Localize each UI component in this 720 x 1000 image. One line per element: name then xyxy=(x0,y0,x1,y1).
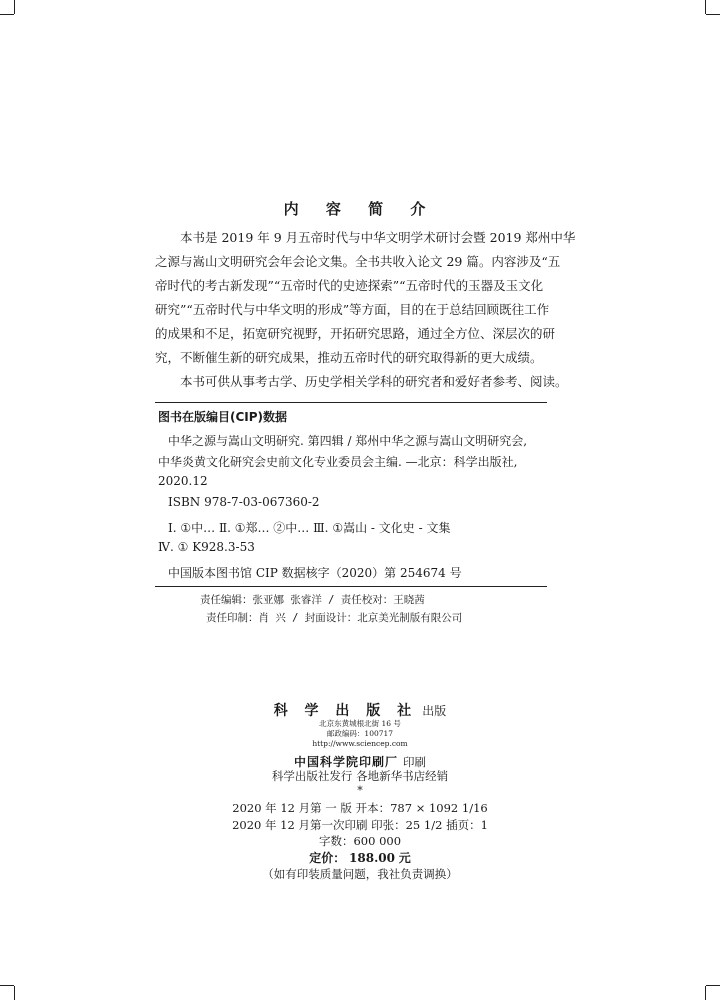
distribution-line: 科学出版社发行 各地新华书店经销 xyxy=(271,769,449,783)
cip-bottom-rule xyxy=(155,586,547,587)
word-count: 字数：600 000 xyxy=(318,834,402,848)
summary-paragraph xyxy=(155,226,576,394)
cip-entry-line: 中华炎黄文化研究会史前文化专业委员会主编. —北京：科学出版社, xyxy=(158,455,518,469)
summary-line: 研究”“五帝时代与中华文明的形成”等方面，目的在于总结回顾既往工作 xyxy=(155,302,550,317)
price-value: 188.00 xyxy=(349,851,395,865)
cip-entry-line: 中华之源与嵩山文明研究. 第四辑 / 郑州中华之源与嵩山文明研究会, xyxy=(168,434,528,448)
isbn: ISBN 978-7-03-067360-2 xyxy=(168,495,320,509)
page-title: 内 容 简 介 xyxy=(283,200,437,218)
summary-line: 之源与嵩山文明研究会年会论文集。全书共收入论文 29 篇。内容涉及“五 xyxy=(155,254,561,269)
classification-line: Ⅳ. ① K928.3-53 xyxy=(158,540,255,554)
printer-name: 中国科学院印刷厂 xyxy=(293,755,398,769)
publisher-name: 科 学 出 版 社 xyxy=(273,703,418,719)
publisher-postcode: 邮政编码：100717 xyxy=(326,729,394,738)
quality-note: （如有印装质量问题，我社负责调换） xyxy=(262,867,458,881)
production-credits: 责任印制：肖 兴 / 封面设计：北京美光制版有限公司 xyxy=(206,612,463,624)
publisher-address: 北京东黄城根北街 16 号 xyxy=(319,719,401,728)
printer-suffix: 印刷 xyxy=(403,755,427,769)
separator-asterisk: * xyxy=(357,784,363,797)
printing-line: 2020 年 12 月第一次印刷 印张：25 1/2 插页：1 xyxy=(232,818,488,832)
cip-entry-line: 2020.12 xyxy=(158,474,208,488)
cip-header: 图书在版编目(CIP)数据 xyxy=(158,410,288,424)
publisher-suffix: 出版 xyxy=(422,704,447,718)
classification-line: Ⅰ. ①中… Ⅱ. ①郑… ②中… Ⅲ. ①嵩山 - 文化史 - 文集 xyxy=(168,521,451,535)
editor-credits: 责任编辑：张亚娜 张睿洋 / 责任校对：王晓茜 xyxy=(200,594,425,606)
publisher-website: http://www.sciencep.com xyxy=(312,739,408,748)
summary-line: 帝时代的考古新发现”“五帝时代的史迹探索”“五帝时代的玉器及玉文化 xyxy=(155,278,544,293)
publisher-line xyxy=(0,700,720,720)
summary-line: 究，不断催生新的研究成果，推动五帝时代的研究取得新的更大成绩。 xyxy=(155,350,543,365)
edition-line: 2020 年 12 月第 一 版 开本：787 × 1092 1/16 xyxy=(232,801,488,815)
cip-block xyxy=(156,402,546,582)
summary-line: 本书是 2019 年 9 月五帝时代与中华文明学术研讨会暨 2019 郑州中华 xyxy=(180,230,576,245)
cip-number: 中国版本图书馆 CIP 数据核字（2020）第 254674 号 xyxy=(168,566,462,580)
price-unit: 元 xyxy=(398,851,411,865)
price-label: 定价： xyxy=(309,851,346,865)
summary-line: 的成果和不足，拓宽研究视野，开拓研究思路，通过全方位、深层次的研 xyxy=(155,326,556,341)
price-line xyxy=(0,849,720,866)
audience-note: 本书可供从事考古学、历史学相关学科的研究者和爱好者参考、阅读。 xyxy=(180,374,568,389)
